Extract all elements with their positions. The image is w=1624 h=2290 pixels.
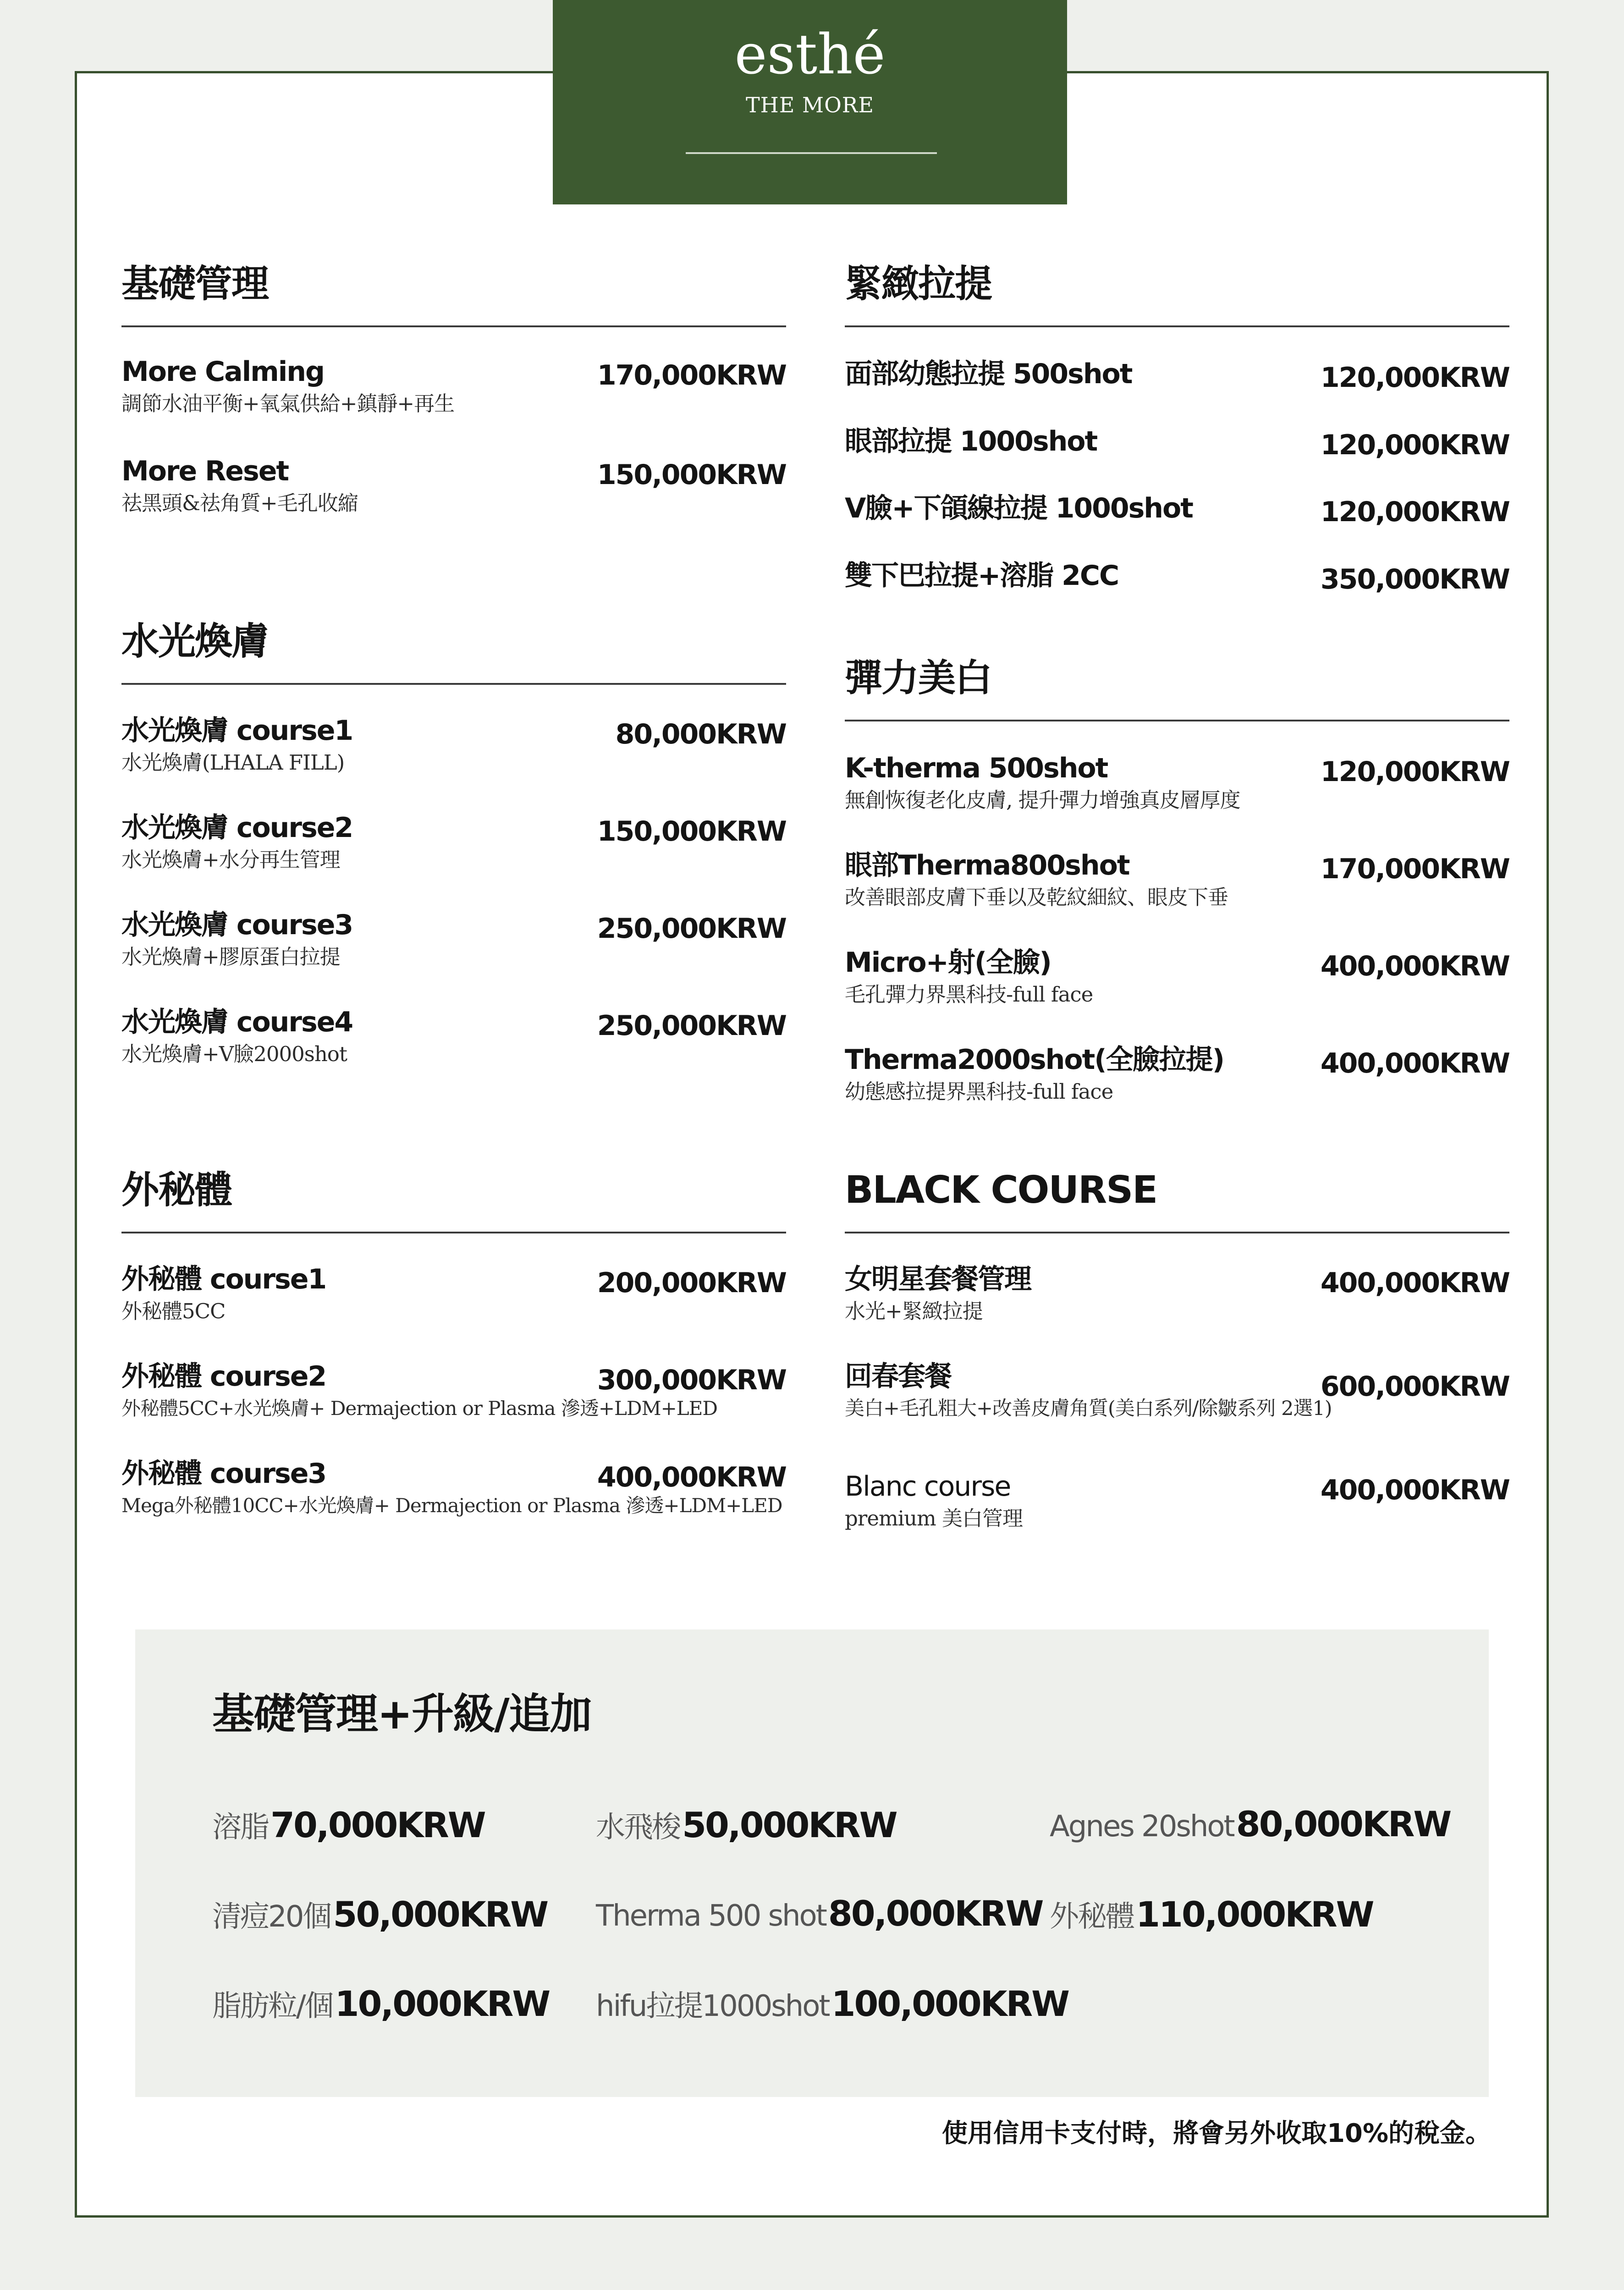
section-title: BLACK COURSE: [845, 1168, 1157, 1212]
item-name: K-therma 500shot: [845, 752, 1108, 784]
addon-name: Agnes 20shot: [1050, 1810, 1234, 1844]
addon-price: 10,000KRW: [335, 1983, 550, 2024]
brand-logo: [553, 0, 1067, 204]
item-desc: 調節水油平衡+氧氣供給+鎮靜+再生: [121, 391, 455, 416]
item-desc: 外秘體5CC+水光煥膚+ Dermajection or Plasma 滲透+LDM+LED: [121, 1397, 717, 1420]
item-price: 350,000KRW: [1320, 563, 1509, 595]
item-price: 400,000KRW: [1320, 1267, 1509, 1299]
addon-name: 脂肪粒/個: [212, 1989, 333, 2023]
section-lifting: [845, 261, 1509, 595]
addon-item: [596, 1804, 897, 1846]
item-desc: 美白+毛孔粗大+改善皮膚角質(美白系列/除皺系列 2選1): [845, 1397, 1332, 1420]
item-desc: 水光煥膚+V臉2000shot: [121, 1042, 347, 1066]
tax-footnote: 使用信用卡支付時，將會另外收取10%的稅金。: [941, 2119, 1491, 2148]
item-name: 外秘體 course1: [121, 1263, 326, 1295]
section-divider: [845, 720, 1509, 721]
addon-name: 清痘20個: [212, 1900, 331, 1934]
item-desc: 改善眼部皮膚下垂以及乾紋細紋、眼皮下垂: [845, 885, 1228, 909]
section-title: 水光煥膚: [121, 620, 269, 663]
item-price: 120,000KRW: [1320, 756, 1509, 788]
item-price: 170,000KRW: [597, 359, 786, 391]
item-name: Therma2000shot(全臉拉提): [845, 1044, 1224, 1076]
section-divider: [121, 325, 786, 327]
addon-price: 70,000KRW: [270, 1805, 485, 1845]
item-name: More Reset: [121, 455, 289, 487]
addon-item: [212, 1893, 547, 1935]
item-price: 300,000KRW: [597, 1364, 786, 1396]
item-name: 水光煥膚 course3: [121, 909, 353, 941]
addon-name: Therma 500 shot: [596, 1899, 826, 1933]
section-divider: [845, 325, 1509, 327]
item-price: 250,000KRW: [597, 913, 786, 945]
item-desc: 毛孔彈力界黑科技-full face: [845, 982, 1093, 1007]
item-desc: 水光+緊緻拉提: [845, 1299, 983, 1323]
item-name: 外秘體 course2: [121, 1360, 326, 1393]
item-price: 150,000KRW: [597, 459, 786, 491]
item-name: More Calming: [121, 356, 324, 388]
brand-divider: [686, 152, 937, 154]
addon-name: hifu拉提1000shot: [596, 1989, 829, 2023]
addon-name: 外秘體: [1050, 1900, 1134, 1934]
item-price: 400,000KRW: [597, 1461, 786, 1493]
section-divider: [845, 1232, 1509, 1233]
addon-price: 50,000KRW: [682, 1805, 897, 1845]
item-price: 250,000KRW: [597, 1010, 786, 1042]
item-desc: 水光煥膚+膠原蛋白拉提: [121, 945, 340, 969]
item-price: 120,000KRW: [1320, 496, 1509, 528]
item-name: 水光煥膚 course2: [121, 812, 353, 844]
section-basic: [121, 261, 786, 515]
item-desc: 外秘體5CC: [121, 1299, 226, 1323]
section-title: 基礎管理: [121, 262, 269, 306]
item-name: 水光煥膚 course4: [121, 1006, 353, 1038]
item-price: 400,000KRW: [1320, 950, 1509, 982]
item-name: 面部幼態拉提 500shot: [845, 358, 1132, 390]
item-name: 女明星套餐管理: [845, 1263, 1031, 1295]
addon-item: [1050, 1893, 1373, 1935]
brand-name: esthé: [734, 23, 886, 87]
addon-item: [1050, 1804, 1450, 1844]
addon-price: 80,000KRW: [828, 1893, 1043, 1934]
addon-item: [212, 1804, 485, 1846]
item-name: Blanc course: [845, 1470, 1011, 1503]
addon-item: [212, 1982, 549, 2025]
section-aqua: [121, 619, 786, 1066]
addon-name: 水飛梭: [596, 1811, 680, 1844]
addon-name: 溶脂: [212, 1811, 268, 1844]
item-name: V臉+下頜線拉提 1000shot: [845, 492, 1193, 524]
item-price: 80,000KRW: [615, 718, 786, 750]
item-price: 200,000KRW: [597, 1267, 786, 1299]
section-black-course: [845, 1167, 1509, 1530]
item-desc: 水光煥膚(LHALA FILL): [121, 750, 345, 775]
item-desc: 祛黑頭&祛角質+毛孔收縮: [121, 491, 358, 515]
item-name: 眼部拉提 1000shot: [845, 425, 1097, 457]
section-elastic: [845, 655, 1509, 1104]
brand-subtitle: THE MORE: [745, 93, 875, 117]
item-price: 600,000KRW: [1320, 1371, 1509, 1403]
addon-price: 110,000KRW: [1136, 1894, 1373, 1935]
item-name: 雙下巴拉提+溶脂 2CC: [845, 560, 1118, 592]
section-title: 緊緻拉提: [845, 262, 992, 306]
item-price: 400,000KRW: [1320, 1474, 1509, 1506]
section-title: 外秘體: [121, 1168, 232, 1212]
item-desc: Mega外秘體10CC+水光煥膚+ Dermajection or Plasma 滲透+LDM+LED: [121, 1494, 782, 1517]
item-name: Micro+射(全臉): [845, 947, 1051, 979]
item-desc: 水光煥膚+水分再生管理: [121, 848, 340, 872]
section-exosome: [121, 1167, 786, 1517]
item-desc: 無創恢復老化皮膚, 提升彈力增強真皮層厚度: [845, 788, 1240, 812]
section-divider: [121, 1232, 786, 1233]
item-price: 120,000KRW: [1320, 362, 1509, 394]
item-price: 120,000KRW: [1320, 429, 1509, 461]
addon-price: 100,000KRW: [831, 1983, 1068, 2024]
section-divider: [121, 683, 786, 685]
item-desc: 幼態感拉提界黑科技-full face: [845, 1079, 1113, 1104]
item-price: 170,000KRW: [1320, 853, 1509, 885]
item-price: 150,000KRW: [597, 815, 786, 848]
item-name: 外秘體 course3: [121, 1458, 326, 1490]
addon-item: [596, 1982, 1068, 2025]
item-name: 水光煥膚 course1: [121, 715, 353, 747]
addons-panel: [135, 1629, 1489, 2097]
item-price: 400,000KRW: [1320, 1047, 1509, 1079]
section-title: 彈力美白: [845, 656, 992, 700]
addons-title: 基礎管理+升級/追加: [212, 1690, 591, 1739]
item-name: 回春套餐: [845, 1360, 951, 1393]
item-desc: premium 美白管理: [845, 1506, 1023, 1530]
item-name: 眼部Therma800shot: [845, 849, 1129, 881]
addon-item: [596, 1893, 1042, 1934]
addon-price: 80,000KRW: [1236, 1804, 1451, 1844]
addon-price: 50,000KRW: [333, 1894, 548, 1935]
